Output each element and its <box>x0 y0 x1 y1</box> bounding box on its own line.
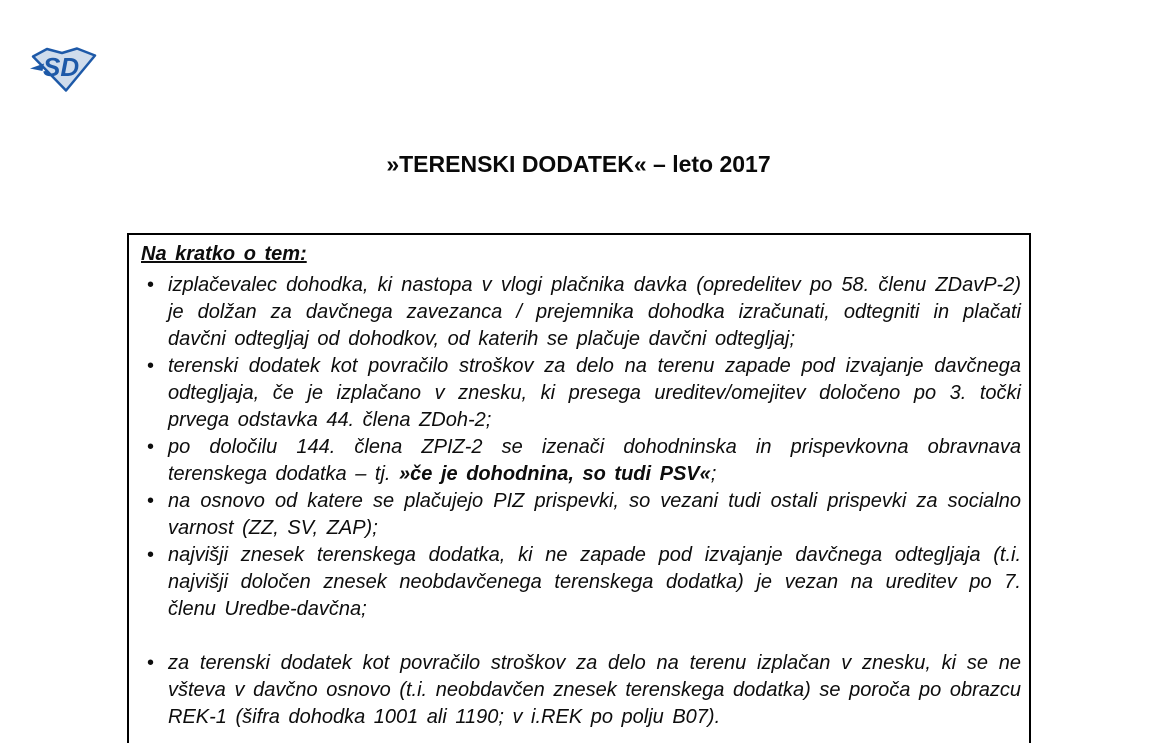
bullet-text: terenski dodatek kot povračilo stroškov za delo na terenu zapade pod izvajanje davčnega odtegljaja, če je izplačano v znesku, ki presega ureditev/omejitev določeno po 3. točki prvega odstavka 44. člena ZDoh-2; <box>168 355 1021 431</box>
bullet-marker-icon: • <box>147 652 155 674</box>
list-item <box>141 650 1021 731</box>
summary-heading: Na kratko o tem: <box>141 243 307 265</box>
bullet-marker-icon: • <box>147 355 155 377</box>
list-item <box>141 542 1021 623</box>
company-logo-icon <box>30 45 98 93</box>
list-item <box>141 353 1021 434</box>
logo-letters: SD <box>43 52 80 82</box>
bullet-text-segment: po določilu 144. člena ZPIZ-2 se izenači dohodninska in prispevkovna obravnava terenskega dodatka – tj. <box>168 436 1021 485</box>
list-item <box>141 488 1021 542</box>
summary-box <box>127 233 1031 743</box>
list-item <box>141 272 1021 353</box>
blank-line <box>141 623 1021 650</box>
list-item <box>141 434 1021 488</box>
bullet-marker-icon: • <box>147 490 155 512</box>
bullet-text: izplačevalec dohodka, ki nastopa v vlogi plačnika davka (opredelitev po 58. členu ZDavP-2) je dolžan za davčnega zavezanca / prejemnika dohodka izračunati, odtegniti in plačati davčni odtegljaj od dohodkov, od katerih se plačuje davčni odtegljaj; <box>168 274 1021 350</box>
bullet-text: najvišji znesek terenskega dodatka, ki ne zapade pod izvajanje davčnega odtegljaja (t.i. najvišji določen znesek neobdavčenega terenskega dodatka) je vezan na ureditev po 7. členu Uredbe-davčna; <box>168 544 1021 620</box>
bullet-marker-icon: • <box>147 544 155 566</box>
bullet-text: na osnovo od katere se plačujejo PIZ prispevki, so vezani tudi ostali prispevki za socialno varnost (ZZ, SV, ZAP); <box>168 490 1021 539</box>
bullet-text: za terenski dodatek kot povračilo stroškov za delo na terenu izplačan v znesku, ki se ne všteva v davčno osnovo (t.i. neobdavčen znesek terenskega dodatka) se poroča po obrazcu REK-1 (šifra dohodka 1001 ali 1190; v i.REK po polju B07). <box>168 652 1021 728</box>
bullet-text-segment: ; <box>710 463 717 485</box>
page-title: »TERENSKI DODATEK« – leto 2017 <box>386 151 771 177</box>
bullet-marker-icon: • <box>147 436 155 458</box>
bullet-text <box>168 434 1021 488</box>
bullet-text-bold-segment: »če je dohodnina, so tudi PSV« <box>399 463 711 485</box>
bullet-marker-icon: • <box>147 274 155 296</box>
logo-swoosh <box>30 64 44 72</box>
